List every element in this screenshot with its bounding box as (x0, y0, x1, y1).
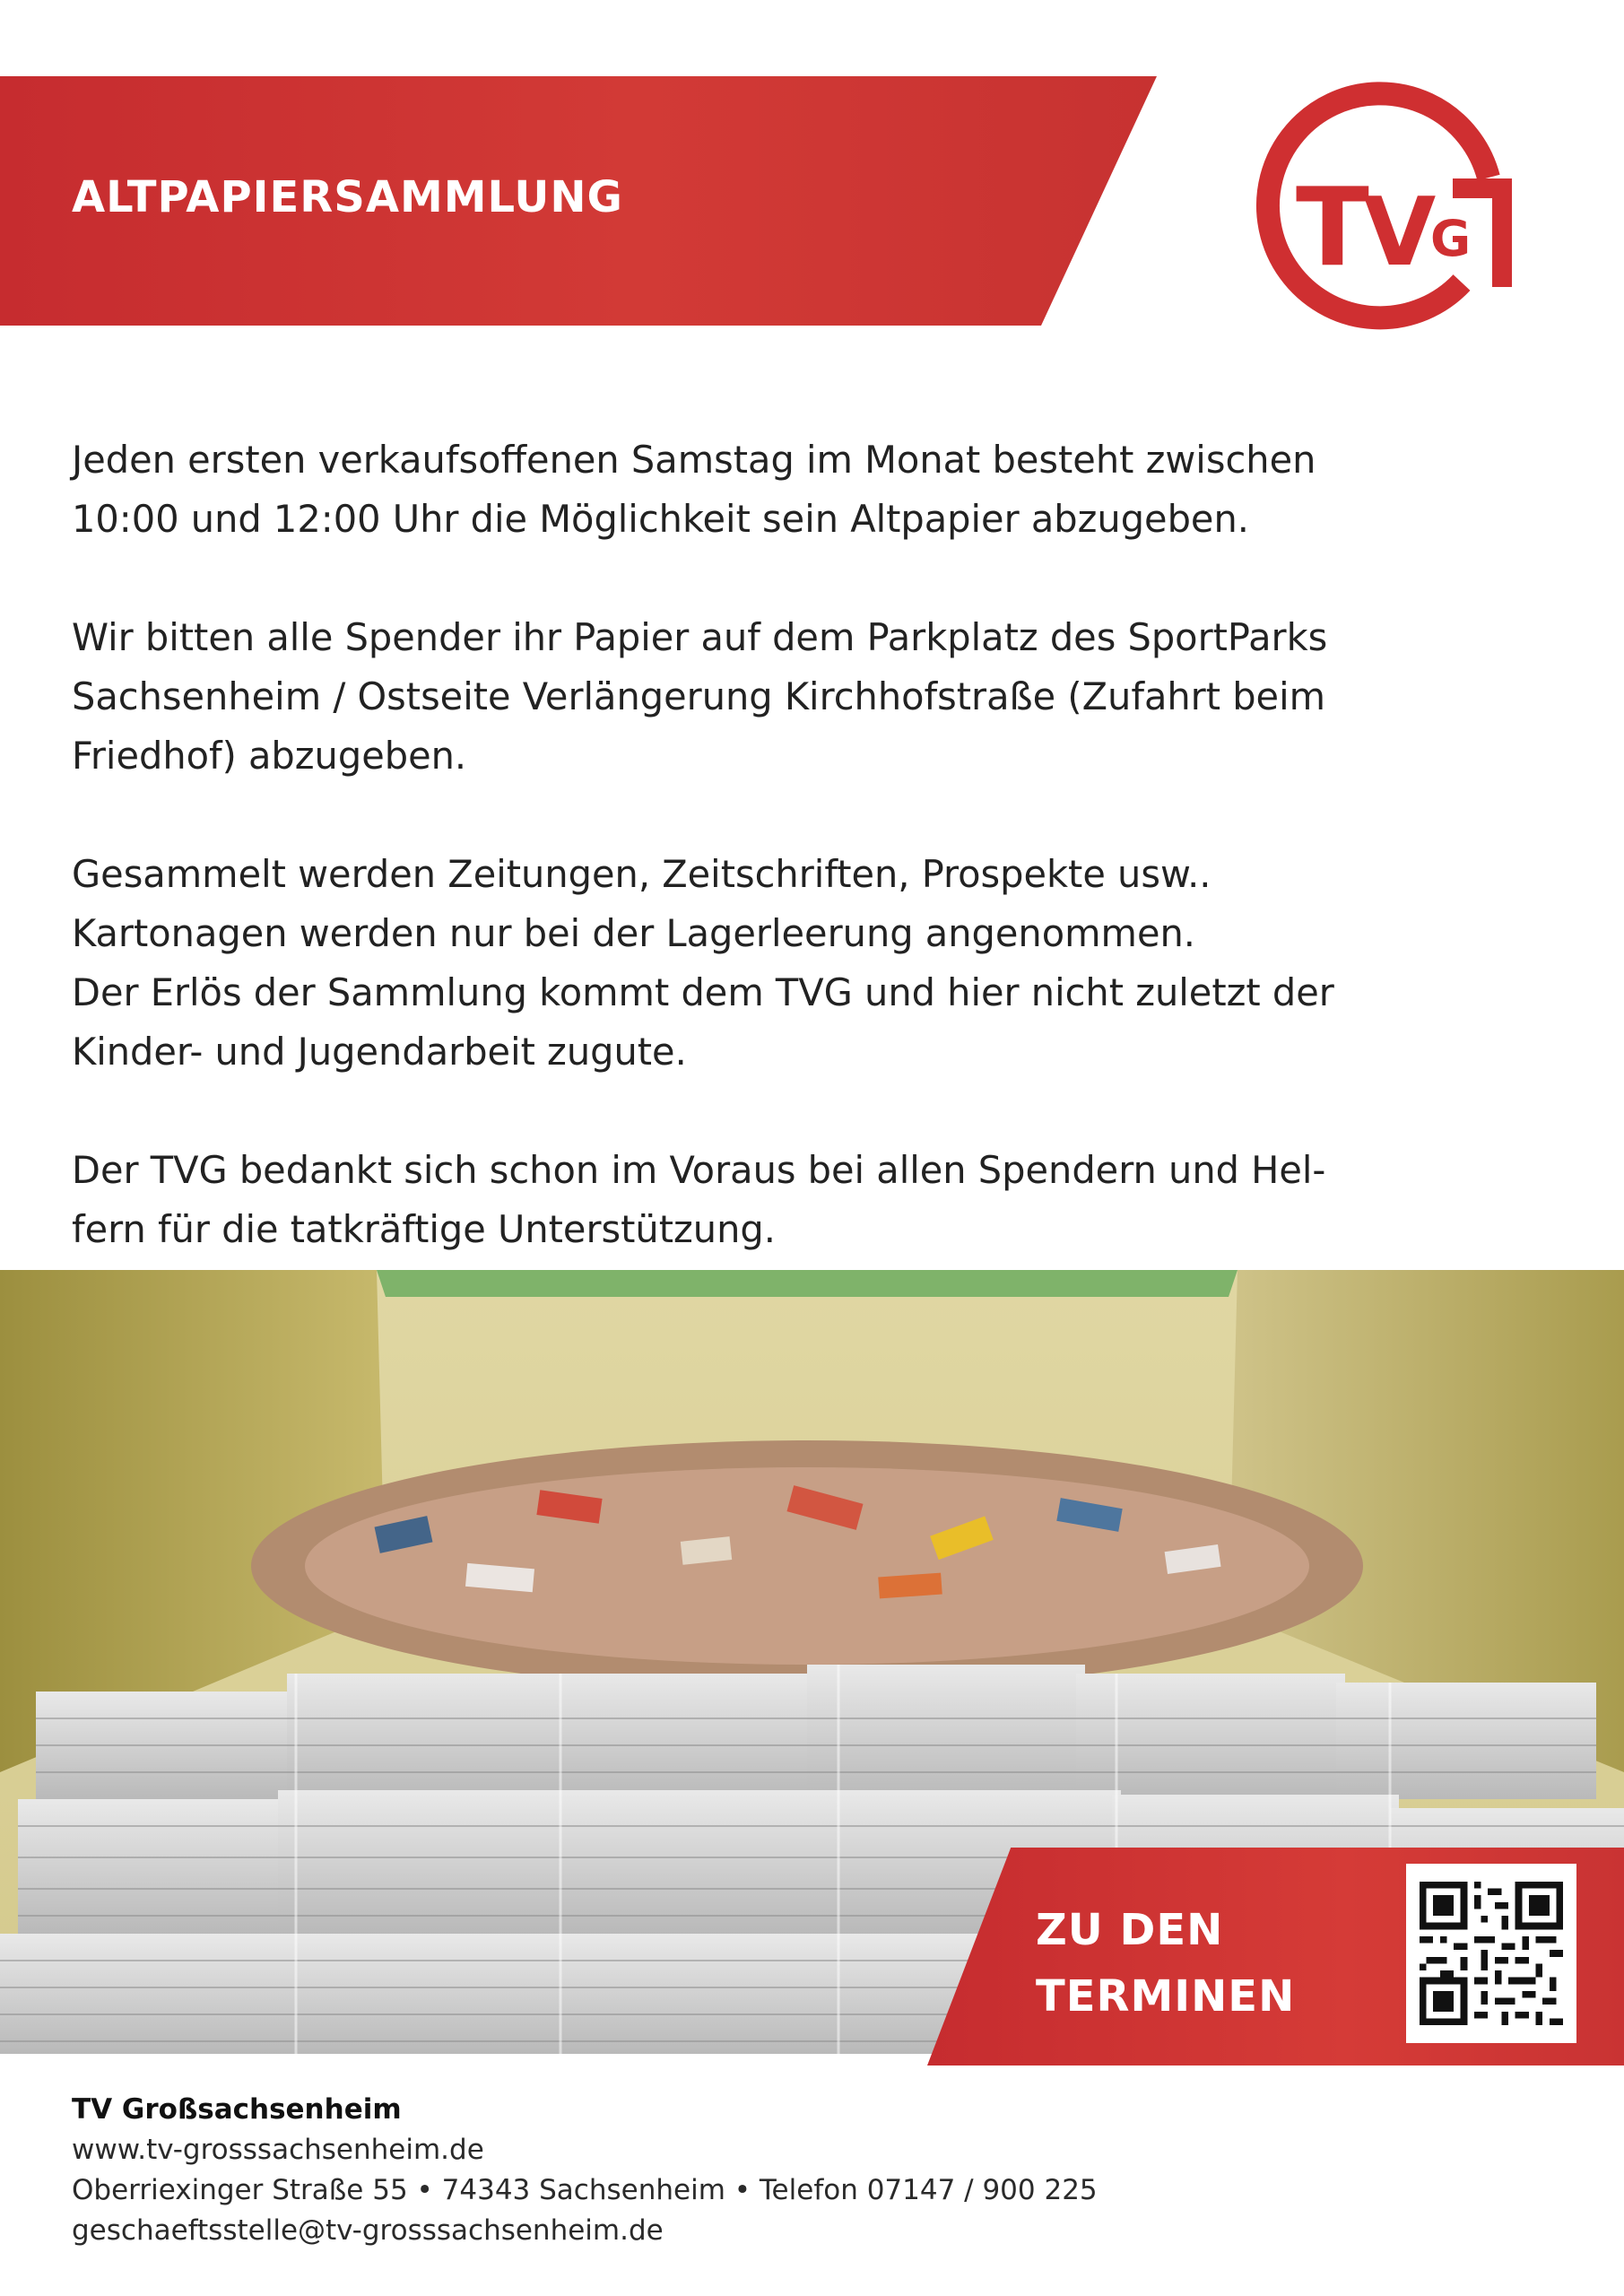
text-line: Sachsenheim / Ostseite Verlängerung Kirchhofstraße (Zufahrt beim (72, 674, 1326, 718)
text-line: Der TVG bedankt sich schon im Voraus bei allen Spendern und Hel- (72, 1148, 1326, 1192)
text-line: Gesammelt werden Zeitungen, Zeitschriften, Prospekte usw.. (72, 852, 1211, 896)
website-link[interactable]: www.tv-grosssachsenheim.de (72, 2134, 484, 2166)
appointments-button-label[interactable] (1036, 1897, 1341, 2030)
text-line: Wir bitten alle Spender ihr Papier auf dem Parkplatz des SportParks (72, 615, 1328, 659)
footer-contact (72, 2090, 1507, 2251)
text-line: Der Erlös der Sammlung kommt dem TVG und hier nicht zuletzt der (72, 970, 1334, 1014)
svg-text:G: G (1430, 210, 1472, 267)
text-line: Jeden ersten verkaufsoffenen Samstag im Monat besteht zwischen (72, 438, 1316, 482)
cta-line: ZU DEN (1036, 1905, 1224, 1955)
body-text (72, 430, 1560, 1259)
paragraph-thanks (72, 1141, 1560, 1259)
paragraph-collected-items (72, 845, 1560, 1082)
tvg-logo-graphic (1246, 72, 1515, 341)
paragraph-location (72, 608, 1560, 786)
text-line: Kartonagen werden nur bei der Lagerleerung angenommen. (72, 911, 1195, 955)
text-line: Kinder- und Jugendarbeit zugute. (72, 1030, 687, 1074)
email-link[interactable]: geschaeftsstelle@tv-grosssachsenheim.de (72, 2214, 664, 2247)
text-line: Friedhof) abzugeben. (72, 734, 467, 778)
postal-address: Oberriexinger Straße 55 • 74343 Sachsenheim • Telefon 07147 / 900 225 (72, 2174, 1098, 2206)
svg-text:T: T (1296, 166, 1369, 291)
tvg-logo (1246, 72, 1515, 341)
text-line: 10:00 und 12:00 Uhr die Möglichkeit sein Altpapier abzugeben. (72, 497, 1249, 541)
qr-code[interactable] (1406, 1864, 1576, 2043)
svg-text:V: V (1363, 178, 1437, 287)
cta-line: TERMINEN (1036, 1971, 1296, 2022)
text-line: fern für die tatkräftige Unterstützung. (72, 1207, 776, 1251)
paragraph-schedule (72, 430, 1560, 549)
qr-code-icon (1420, 1882, 1563, 2025)
page-title: ALTPAPIERSAMMLUNG (72, 172, 623, 222)
organization-name: TV Großsachsenheim (72, 2093, 402, 2126)
